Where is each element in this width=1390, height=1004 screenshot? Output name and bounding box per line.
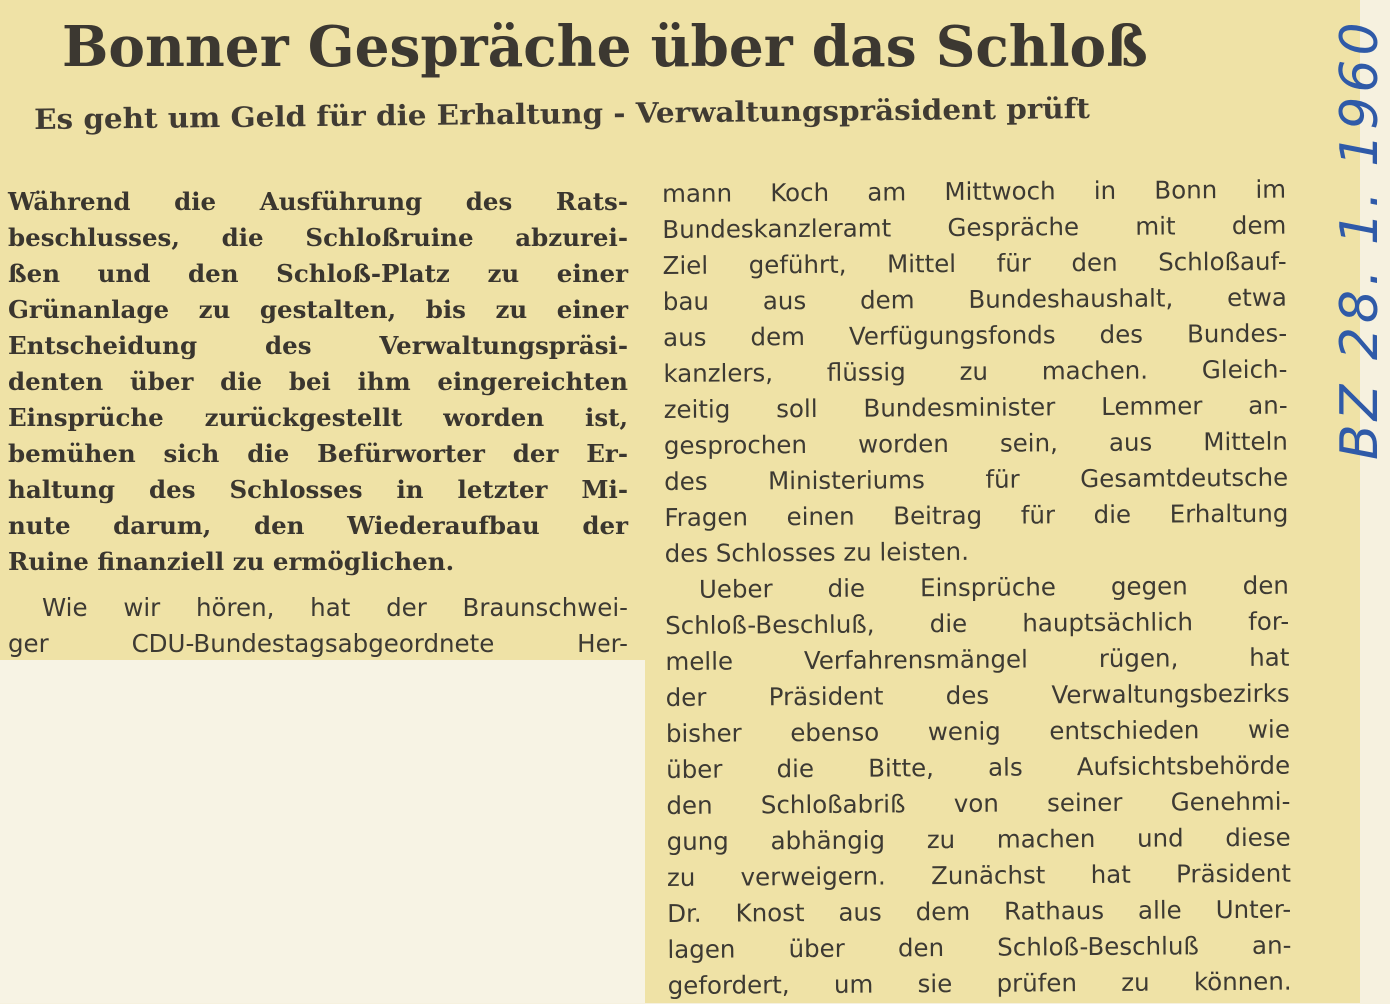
text-line: zeitig soll Bundesminister Lemmer an- (663, 390, 1288, 424)
subheadline: Es geht um Geld für die Erhaltung - Verwaltungspräsident prüft (34, 91, 1091, 136)
body-paragraph (662, 172, 1289, 572)
text-line: haltung des Schlosses in letzter Mi- (8, 475, 628, 504)
text-line: beschlusses, die Schloßruine abzurei- (8, 223, 628, 252)
text-line: bau aus dem Bundeshaushalt, etwa (662, 282, 1287, 316)
text-line: bisher ebenso wenig entschieden wie (665, 714, 1290, 748)
body-paragraph (8, 590, 628, 662)
text-line: kanzlers, flüssig zu machen. Gleich- (663, 354, 1288, 388)
text-line: melle Verfahrensmängel rügen, hat (665, 642, 1290, 676)
text-line: bemühen sich die Befürworter der Er- (8, 439, 628, 468)
text-line: Während die Ausführung des Rats- (8, 187, 628, 216)
text-line: Fragen einen Beitrag für die Erhaltung (664, 498, 1289, 532)
text-line: Dr. Knost aus dem Rathaus alle Unter- (667, 894, 1292, 928)
text-line: den Schloßabriß von seiner Genehmi- (666, 786, 1291, 820)
cut-out-corner (0, 660, 645, 1003)
text-line: mann Koch am Mittwoch in Bonn im (662, 174, 1287, 208)
text-line: ßen und den Schloß-Platz zu einer (8, 259, 628, 288)
text-line: gesprochen worden sein, aus Mitteln (663, 426, 1288, 460)
text-line: gefordert, um sie prüfen zu können. (667, 966, 1292, 1000)
headline: Bonner Gespräche über das Schloß (62, 14, 1148, 80)
text-line: des Schlosses zu leisten. (664, 536, 970, 568)
text-line: des Ministeriums für Gesamtdeutsche (664, 462, 1289, 496)
text-line: nute darum, den Wiederaufbau der (8, 511, 628, 540)
text-line: Bundeskanzleramt Gespräche mit dem (662, 210, 1287, 244)
text-line: Einsprüche zurückgestellt worden ist, (8, 403, 628, 432)
text-line: Ruine finanziell zu ermöglichen. (8, 547, 455, 576)
right-column (662, 172, 1292, 1004)
text-line: der Präsident des Verwaltungsbezirks (665, 678, 1290, 712)
text-line: ger CDU-Bundestagsabgeordnete Her- (8, 629, 628, 658)
text-line: gung abhängig zu machen und diese (666, 822, 1291, 856)
left-column (8, 184, 628, 662)
text-line: denten über die bei ihm eingereichten (8, 367, 628, 396)
text-line: Wie wir hören, hat der Braunschwei- (42, 593, 628, 622)
text-line: zu verweigern. Zunächst hat Präsident (666, 858, 1291, 892)
text-line: lagen über den Schloß-Beschluß an- (667, 930, 1292, 964)
text-line: Entscheidung des Verwaltungspräsi- (8, 331, 628, 360)
text-line: Ziel geführt, Mittel für den Schloßauf- (662, 246, 1287, 280)
text-line: aus dem Verfügungsfonds des Bundes- (663, 318, 1288, 352)
text-line: Ueber die Einsprüche gegen den (698, 570, 1289, 604)
handwritten-date-note: BZ 28. 1. 1960 (1330, 18, 1390, 460)
text-line: Grünanlage zu gestalten, bis zu einer (8, 295, 628, 324)
text-line: Schloß-Beschluß, die hauptsächlich for- (665, 606, 1290, 640)
text-line: über die Bitte, als Aufsichtsbehörde (666, 750, 1291, 784)
lead-paragraph (8, 184, 628, 580)
body-paragraph (665, 568, 1292, 1004)
